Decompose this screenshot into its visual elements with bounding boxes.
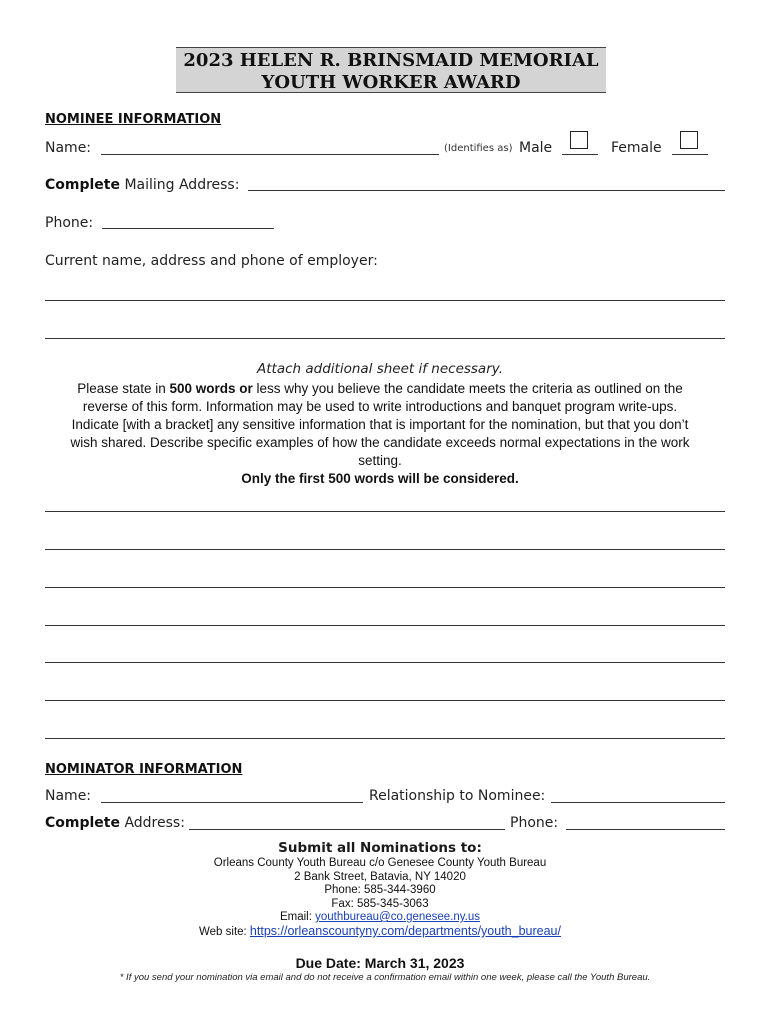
nominee-name-field[interactable]	[101, 154, 439, 155]
title-line-1: 2023 HELEN R. BRINSMAID MEMORIAL	[183, 50, 599, 71]
response-line-4[interactable]	[45, 625, 725, 626]
nominator-heading: NOMINATOR INFORMATION	[45, 762, 243, 777]
response-line-3[interactable]	[45, 587, 725, 588]
relationship-field[interactable]	[551, 802, 725, 803]
female-checkbox[interactable]	[680, 131, 698, 149]
submit-phone: Phone: 585-344-3960	[324, 884, 436, 896]
employer-field-line-1[interactable]	[45, 300, 725, 301]
nominee-address-field[interactable]	[248, 190, 725, 191]
nominator-address-label	[45, 815, 185, 831]
email-link[interactable]: youthbureau@co.genesee.ny.us	[315, 911, 481, 923]
web-label: Web site:	[199, 926, 250, 938]
employer-label: Current name, address and phone of employer:	[45, 253, 378, 269]
confirmation-note: * If you send your nomination via email and do not receive a confirmation email within one week, please call the Youth Bureau.	[119, 972, 651, 983]
nominator-name-label: Name:	[45, 788, 92, 804]
nominee-phone-field[interactable]	[102, 228, 274, 229]
response-line-2[interactable]	[45, 549, 725, 550]
male-checkbox[interactable]	[570, 131, 588, 149]
submit-org: Orleans County Youth Bureau c/o Genesee County Youth Bureau	[213, 857, 547, 869]
relationship-label: Relationship to Nominee:	[369, 788, 546, 804]
nominator-name-field[interactable]	[101, 802, 363, 803]
submit-email-row	[100, 911, 660, 925]
attach-note: Attach additional sheet if necessary.	[257, 361, 503, 377]
instructions-rest: less why you believe the candidate meets the criteria as outlined on the reverse of this form. Information may be used to write introductions and banquet program write-ups. Indicate [with a bracket] any sensitive information that is important for the nomination, but that you don’t wish shared. Describe specific examples of how the candidate exceeds normal expectations in the work setting.	[70, 381, 690, 468]
nominator-address-bold: Complete	[45, 815, 120, 831]
nominee-address-bold: Complete	[45, 177, 120, 193]
nominator-phone-label: Phone:	[510, 815, 559, 831]
nominee-address-label	[45, 177, 239, 193]
female-label: Female	[611, 140, 662, 156]
nominee-address-text: Mailing Address:	[124, 177, 240, 193]
submit-web-row	[100, 924, 660, 938]
nominator-address-field[interactable]	[189, 829, 505, 830]
submit-heading: Submit all Nominations to:	[278, 840, 482, 856]
due-date: Due Date: March 31, 2023	[295, 955, 465, 971]
female-underline	[672, 154, 708, 155]
instructions-prefix: Please state in	[77, 381, 170, 396]
submit-address-block	[100, 857, 660, 925]
instructions-paragraph	[60, 380, 700, 488]
employer-field-line-2[interactable]	[45, 338, 725, 339]
male-underline	[562, 154, 598, 155]
nominator-address-text: Address:	[124, 815, 185, 831]
nominator-phone-field[interactable]	[566, 829, 725, 830]
web-link[interactable]: https://orleanscountyny.com/departments/youth_bureau/	[249, 924, 561, 938]
response-line-5[interactable]	[45, 662, 725, 663]
nominee-name-label: Name:	[45, 140, 92, 156]
email-label: Email:	[279, 911, 316, 923]
identifies-label: (Identifies as)	[444, 143, 513, 154]
response-line-1[interactable]	[45, 511, 725, 512]
male-label: Male	[519, 140, 553, 156]
response-line-7[interactable]	[45, 738, 725, 739]
award-title	[176, 47, 606, 93]
nominee-heading: NOMINEE INFORMATION	[45, 112, 222, 127]
word-limit-note: Only the first 500 words will be considered.	[241, 471, 519, 486]
submit-fax: Fax: 585-345-3063	[331, 897, 429, 910]
response-line-6[interactable]	[45, 700, 725, 701]
submit-street: 2 Bank Street, Batavia, NY 14020	[294, 870, 466, 883]
nominee-phone-label: Phone:	[45, 215, 94, 231]
title-line-2: YOUTH WORKER AWARD	[261, 72, 521, 93]
instructions-bold: 500 words or	[169, 381, 253, 396]
